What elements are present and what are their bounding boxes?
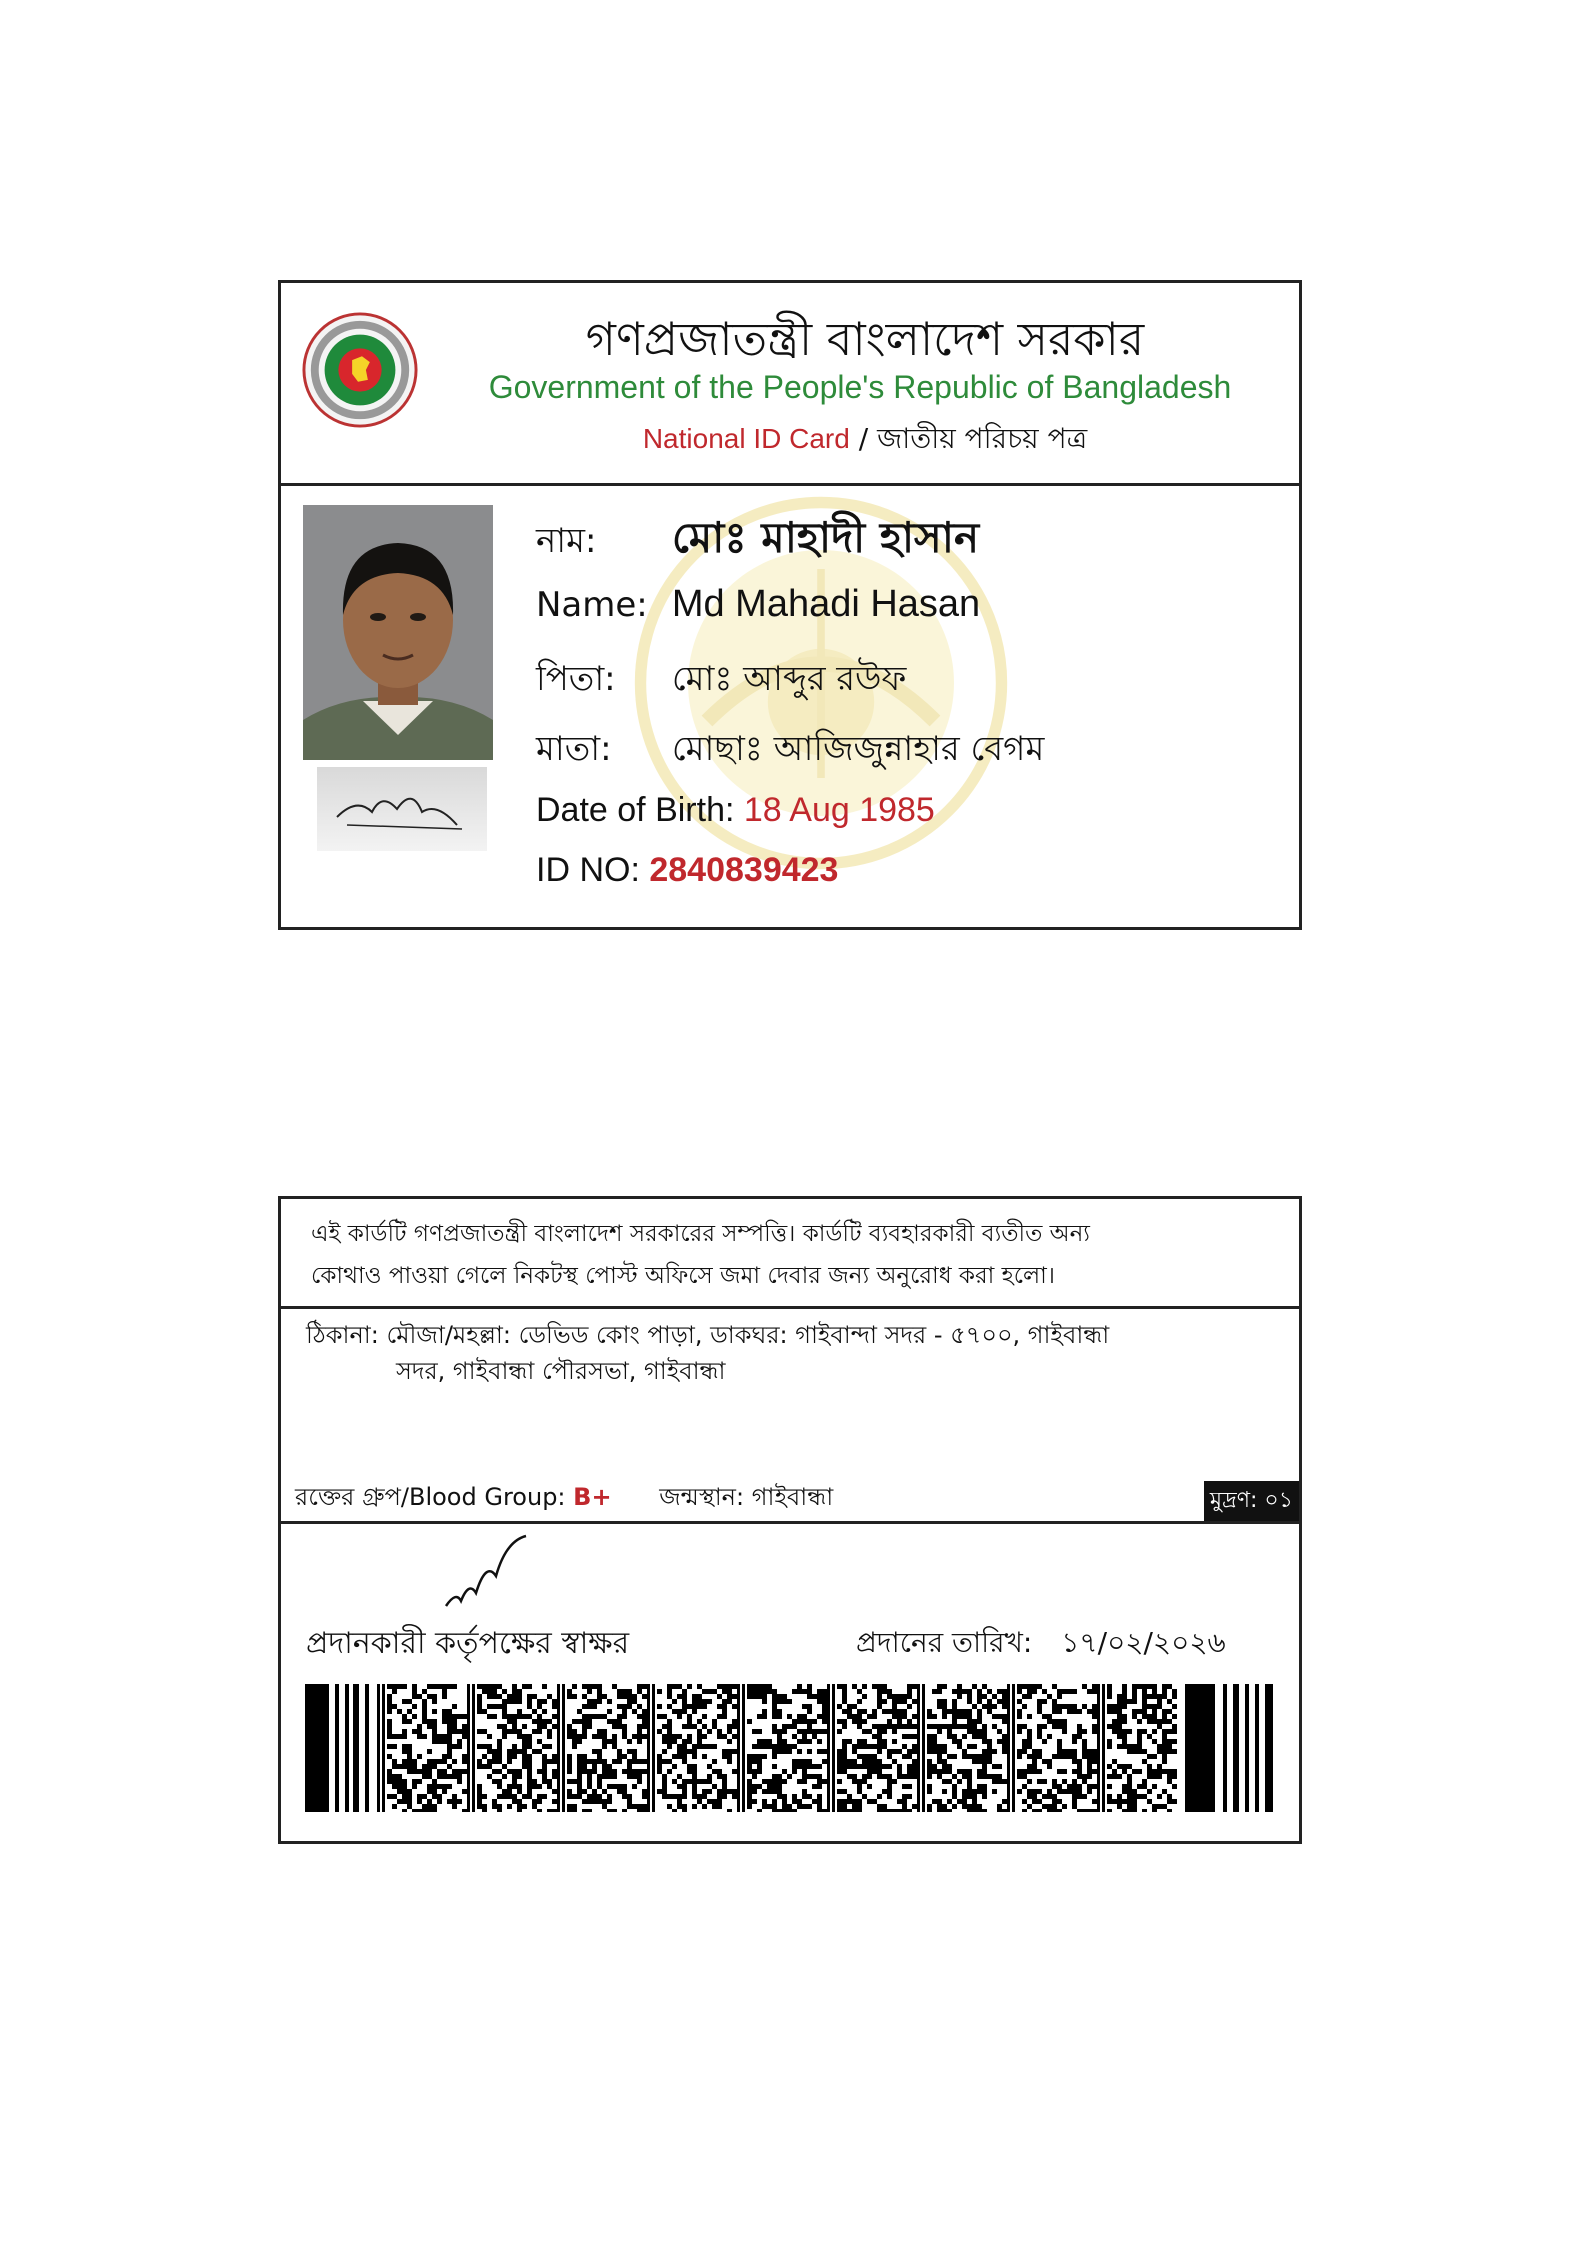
father-label: পিতা:	[536, 659, 616, 699]
mother-value: মোছাঃ আজিজুন্নাহার বেগম	[671, 729, 1045, 769]
name-bangla-value: মোঃ মাহাদী হাসান	[671, 513, 980, 562]
print-count-badge: মুদ্রণ: ০১	[1204, 1481, 1299, 1522]
issue-date-label: প্রদানের তারিখ:	[856, 1626, 1033, 1659]
issuer-signature-icon	[441, 1531, 531, 1621]
nid-card-front	[278, 280, 1302, 930]
mother-label: মাতা:	[536, 729, 612, 769]
card-header	[281, 283, 1299, 486]
ownership-notice	[281, 1199, 1299, 1309]
address-block	[306, 1317, 1281, 1389]
nid-card-back	[278, 1196, 1302, 1844]
holder-signature	[317, 767, 487, 851]
title-english: Government of the People's Republic of Bangladesh	[488, 369, 1232, 405]
issue-date-value: ১৭/০২/২০২৬	[1061, 1626, 1226, 1659]
name-english-label: Name:	[536, 585, 648, 625]
card-type-english: National ID Card	[642, 423, 850, 454]
id-value: 2840839423	[649, 851, 839, 889]
dob-value: 18 Aug 1985	[743, 791, 935, 829]
id-row	[536, 851, 838, 890]
title-bangla: গণপ্রজাতন্ত্রী বাংলাদেশ সরকার	[585, 312, 1145, 366]
card-type-bangla: জাতীয় পরিচয় পত্র	[877, 422, 1088, 455]
father-value: মোঃ আব্দুর রউফ	[671, 659, 907, 699]
portrait-icon	[303, 505, 493, 760]
name-bangla-row	[536, 505, 979, 576]
issuer-signature-label: প্রদানকারী কর্তৃপক্ষের স্বাক্ষর	[306, 1626, 630, 1661]
dob-label: Date of Birth:	[536, 791, 735, 829]
notice-line-2: কোথাও পাওয়া গেলে নিকটস্থ পোস্ট অফিসে জমা দেবার জন্য অনুরোধ করা হলো।	[311, 1263, 1056, 1289]
address-line-2: সদর, গাইবান্ধা পৌরসভা, গাইবান্ধা	[396, 1357, 726, 1385]
birthplace-label: জন্মস্থান:	[659, 1483, 745, 1511]
name-english-row	[536, 583, 980, 626]
card-type-separator: /	[858, 422, 869, 455]
divider	[281, 1521, 1299, 1524]
address-line-1: মৌজা/মহল্লা: ডেভিড কোং পাড়া, ডাকঘর: গাইবান্দা সদর - ৫৭০০, গাইবান্ধা	[386, 1321, 1110, 1349]
mother-row	[536, 723, 1044, 780]
blood-birthplace-row	[295, 1479, 833, 1519]
notice-line-1: এই কার্ডটি গণপ্রজাতন্ত্রী বাংলাদেশ সরকারের সম্পত্তি। কার্ডটি ব্যবহারকারী ব্যতীত অন্য	[311, 1221, 1090, 1247]
blood-group-label: রক্তের গ্রুপ/Blood Group:	[295, 1483, 566, 1511]
id-label: ID NO:	[536, 851, 640, 889]
name-bangla-label: নাম:	[536, 521, 597, 561]
address-label: ঠিকানা:	[306, 1321, 379, 1349]
holder-photo	[303, 505, 493, 760]
dob-row	[536, 791, 935, 830]
father-row	[536, 653, 906, 710]
card-type	[441, 417, 1289, 464]
blood-group-value: B+	[573, 1483, 612, 1511]
name-english-value: Md Mahadi Hasan	[671, 583, 981, 625]
birthplace-value: গাইবান্ধা	[751, 1483, 834, 1511]
issue-date-row	[856, 1621, 1226, 1668]
pdf417-barcode	[305, 1684, 1285, 1812]
signature-icon	[317, 767, 487, 851]
government-seal-icon	[301, 311, 419, 429]
